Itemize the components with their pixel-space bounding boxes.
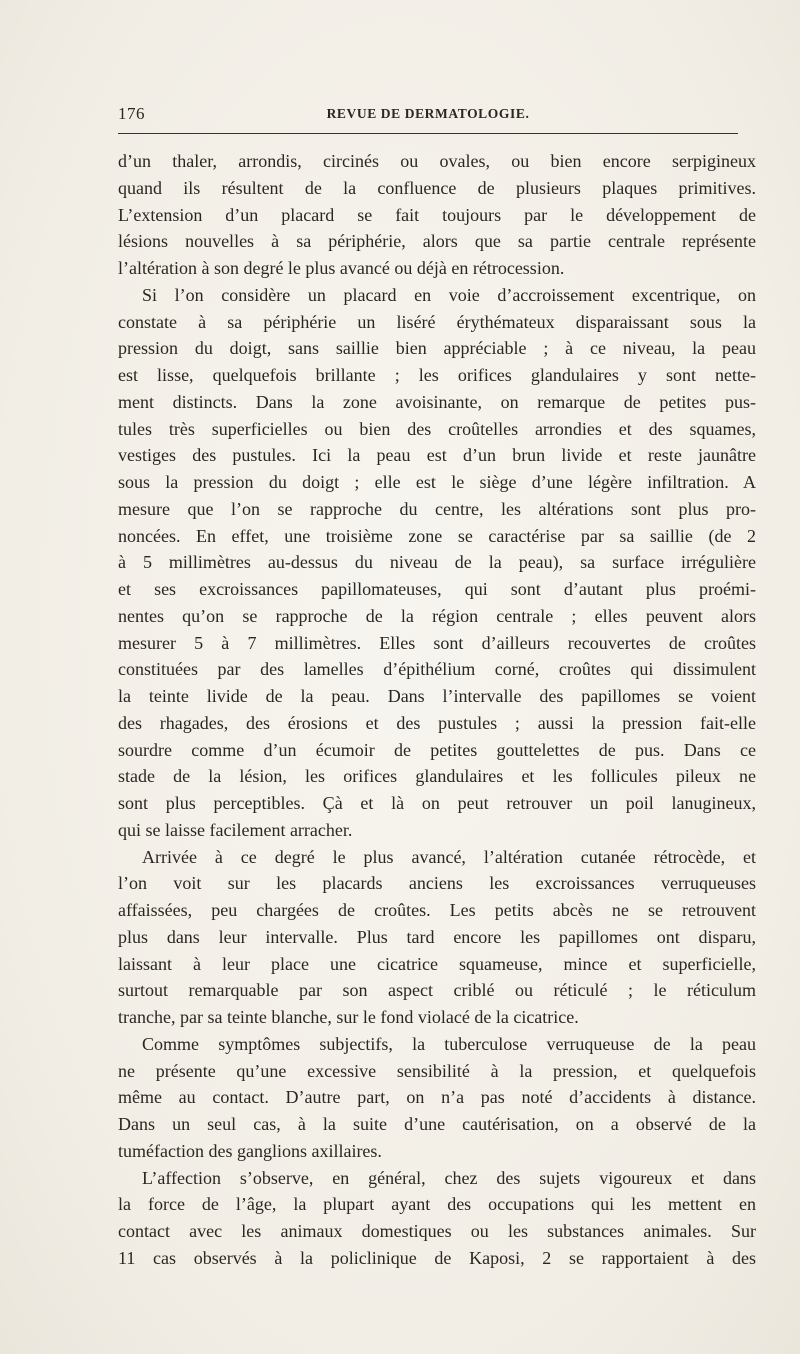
text-line: affaissées, peu chargées de croûtes. Les petits abcès ne se retrouvent [118, 900, 756, 920]
text-line: ne présente qu’une excessive sensibilité à la pression, et quelquefois [118, 1060, 756, 1081]
text-line: mesurer 5 à 7 millimètres. Elles sont d’ailleurs recouvertes de croûtes [118, 632, 756, 653]
text-line: nentes qu’on se rapproche de la région centrale ; elles peuvent alors [118, 605, 756, 626]
text-line: à 5 millimètres au-dessus du niveau de la peau), sa surface irrégulière [118, 552, 756, 573]
text-line: est lisse, quelquefois brillante ; les orifices glandulaires y sont nette- [118, 365, 756, 385]
text-line: qui se laisse facilement arracher. [118, 819, 353, 840]
text-line: surtout remarquable par son aspect criblé ou réticulé ; le réticulum [118, 980, 756, 1001]
text-line: Arrivée à ce degré le plus avancé, l’altération cutanée rétrocède, et [142, 846, 756, 867]
text-line: lésions nouvelles à sa périphérie, alors que sa partie centrale représente [118, 231, 756, 252]
text-line: stade de la lésion, les orifices glandulaires et les follicules pileux ne [118, 766, 756, 787]
text-line: mesure que l’on se rapproche du centre, les altérations sont plus pro- [118, 498, 756, 519]
text-line: ment distincts. Dans la zone avoisinante, on remarque de petites pus- [118, 391, 756, 412]
text-line: Comme symptômes subjectifs, la tuberculose verruqueuse de la peau [142, 1033, 756, 1054]
text-line: la force de l’âge, la plupart ayant des occupations qui les mettent en [118, 1194, 756, 1215]
text-line: constate à sa périphérie un liséré érythémateux disparaissant sous la [118, 311, 756, 332]
text-line: sourdre comme d’un écumoir de petites gouttelettes de pus. Dans ce [118, 739, 756, 760]
text-line: et ses excroissances papillomateuses, qui sont d’autant plus proémi- [118, 579, 756, 599]
text-line: 11 cas observés à la policlinique de Kaposi, 2 se rapportaient à des [118, 1247, 756, 1268]
running-title: REVUE DE DERMATOLOGIE. [326, 106, 530, 121]
text-line: constituées par des lamelles d’épithélium corné, croûtes qui dissimulent [118, 659, 756, 680]
text-line: vestiges des pustules. Ici la peau est d’un brun livide et reste jaunâtre [118, 445, 756, 466]
body-text [118, 148, 756, 1272]
text-line: la teinte livide de la peau. Dans l’intervalle des papillomes se voient [118, 686, 756, 706]
text-line: plus dans leur intervalle. Plus tard encore les papillomes ont disparu, [118, 926, 756, 947]
text-line: quand ils résultent de la confluence de plusieurs plaques primitives. [118, 177, 756, 198]
page-header [118, 104, 738, 128]
page-number: 176 [118, 104, 145, 123]
text-line: laissant à leur place une cicatrice squameuse, mince et superficielle, [118, 953, 756, 974]
text-line: contact avec les animaux domestiques ou les substances animales. Sur [118, 1221, 756, 1241]
text-line: pression du doigt, sans saillie bien appréciable ; à ce niveau, la peau [118, 338, 756, 359]
header-rule [118, 133, 738, 134]
text-line: L’affection s’observe, en général, chez des sujets vigoureux et dans [142, 1167, 756, 1188]
text-line: Dans un seul cas, à la suite d’une cautérisation, on a observé de la [118, 1114, 756, 1134]
text-line: d’un thaler, arrondis, circinés ou ovales, ou bien encore serpigineux [118, 151, 756, 171]
text-line: tranche, par sa teinte blanche, sur le fond violacé de la cicatrice. [118, 1007, 579, 1027]
text-line: même au contact. D’autre part, on n’a pas noté d’accidents à distance. [118, 1087, 756, 1108]
text-line: des rhagades, des érosions et des pustules ; aussi la pression fait-elle [118, 712, 756, 733]
text-line: tules très superficielles ou bien des croûtelles arrondies et des squames, [118, 418, 756, 439]
text-line: Si l’on considère un placard en voie d’accroissement excentrique, on [142, 284, 756, 305]
text-line: l’altération à son degré le plus avancé ou déjà en rétrocession. [118, 258, 565, 278]
text-line: l’on voit sur les placards anciens les excroissances verruqueuses [118, 873, 756, 894]
text-line: L’extension d’un placard se fait toujours par le développement de [118, 204, 756, 225]
text-line: sont plus perceptibles. Çà et là on peut retrouver un poil lanugineux, [118, 793, 756, 813]
text-line: tuméfaction des ganglions axillaires. [118, 1140, 382, 1161]
text-line: noncées. En effet, une troisième zone se caractérise par sa saillie (de 2 [118, 525, 756, 546]
text-line: sous la pression du doigt ; elle est le siège d’une légère infiltration. A [118, 472, 756, 492]
